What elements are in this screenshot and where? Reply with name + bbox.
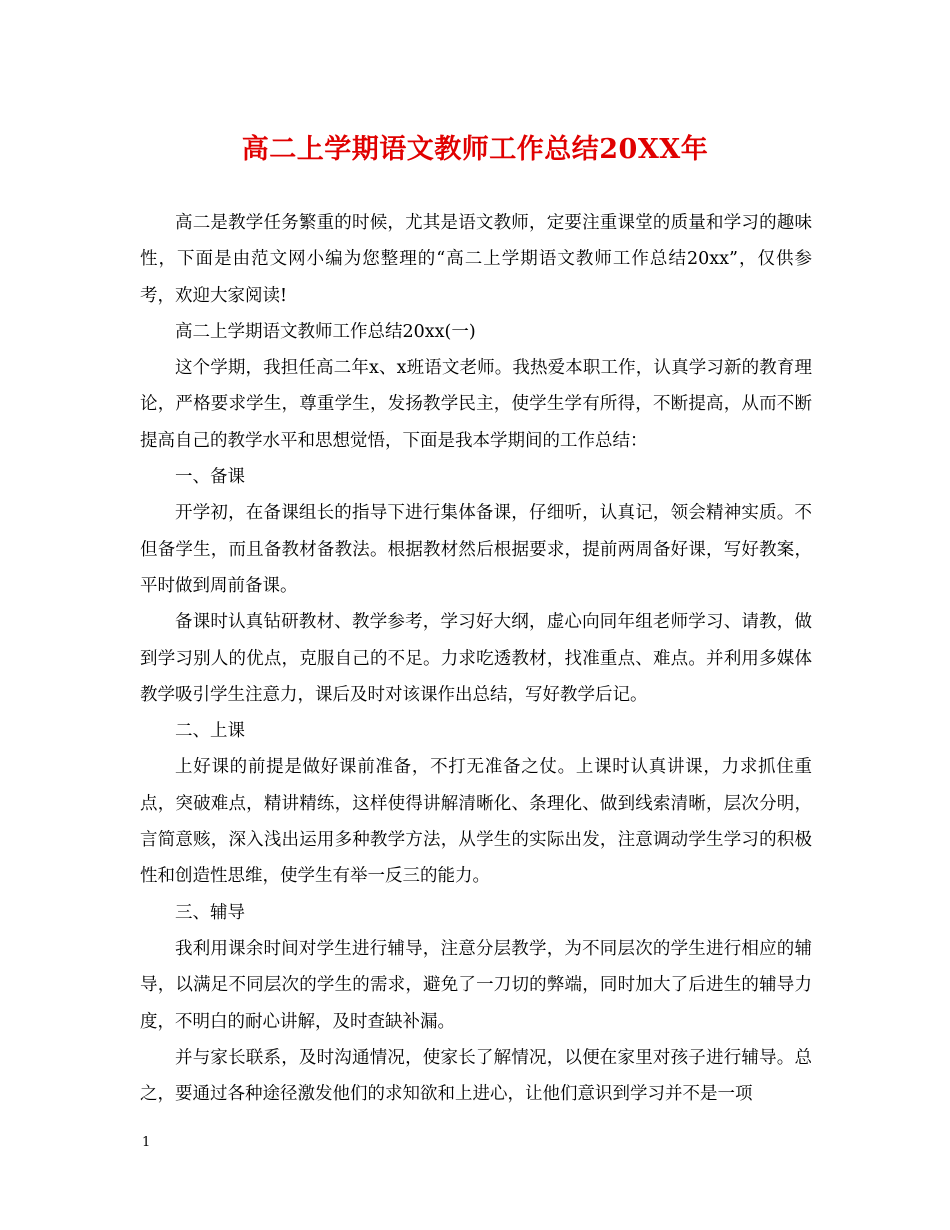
lesson-prep-paragraph-1: 开学初，在备课组长的指导下进行集体备课，仔细听，认真记，领会精神实质。不但备学生，而且备教材备教法。根据教材然后根据要求，提前两周备好课，写好教案，平时做到周前备课。 (140, 503, 812, 596)
intro-paragraph: 高二是教学任务繁重的时候，尤其是语文教师，定要注重课堂的质量和学习的趣味性，下面是由范文网小编为您整理的“高二上学期语文教师工作总结20xx”，仅供参考，欢迎大家阅读! (140, 213, 812, 306)
heading-teaching: 二、上课 (175, 721, 245, 742)
opening-paragraph: 这个学期，我担任高二年x、x班语文老师。我热爱本职工作，认真学习新的教育理论，严格要求学生，尊重学生，发扬教学民主，使学生学有所得，不断提高，从而不断提高自己的教学水平和思想觉悟，下面是我本学期间的工作总结： (140, 358, 812, 451)
section-title-one: 高二上学期语文教师工作总结20xx(一) (175, 321, 476, 342)
document-title: 高二上学期语文教师工作总结20XX年 (241, 134, 709, 165)
document-body (140, 205, 812, 1112)
tutoring-paragraph-1: 我利用课余时间对学生进行辅导，注意分层教学，为不同层次的学生进行相应的辅导，以满足不同层次的学生的需求，避免了一刀切的弊端，同时加大了后进生的辅导力度，不明白的耐心讲解，及时查缺补漏。 (140, 938, 812, 1032)
page-number: 1 (142, 1135, 151, 1150)
teaching-paragraph: 上好课的前提是做好课前准备，不打无准备之仗。上课时认真讲课，力求抓住重点，突破难点，精讲精练，这样使得讲解清晰化、条理化、做到线索清晰，层次分明，言简意赅，深入浅出运用多种教学方法，从学生的实际出发，注意调动学生学习的积极性和创造性思维，使学生有举一反三的能力。 (140, 757, 812, 887)
lesson-prep-paragraph-2: 备课时认真钻研教材、教学参考，学习好大纲，虚心向同年组老师学习、请教，做到学习别人的优点，克服自己的不足。力求吃透教材，找准重点、难点。并利用多媒体教学吸引学生注意力，课后及时对该课作出总结，写好教学后记。 (140, 612, 812, 705)
heading-lesson-prep: 一、备课 (175, 467, 245, 488)
heading-tutoring: 三、辅导 (175, 902, 245, 923)
tutoring-paragraph-2: 并与家长联系，及时沟通情况，使家长了解情况，以便在家里对孩子进行辅导。总之，要通过各种途径激发他们的求知欲和上进心，让他们意识到学习并不是一项 (140, 1047, 812, 1105)
